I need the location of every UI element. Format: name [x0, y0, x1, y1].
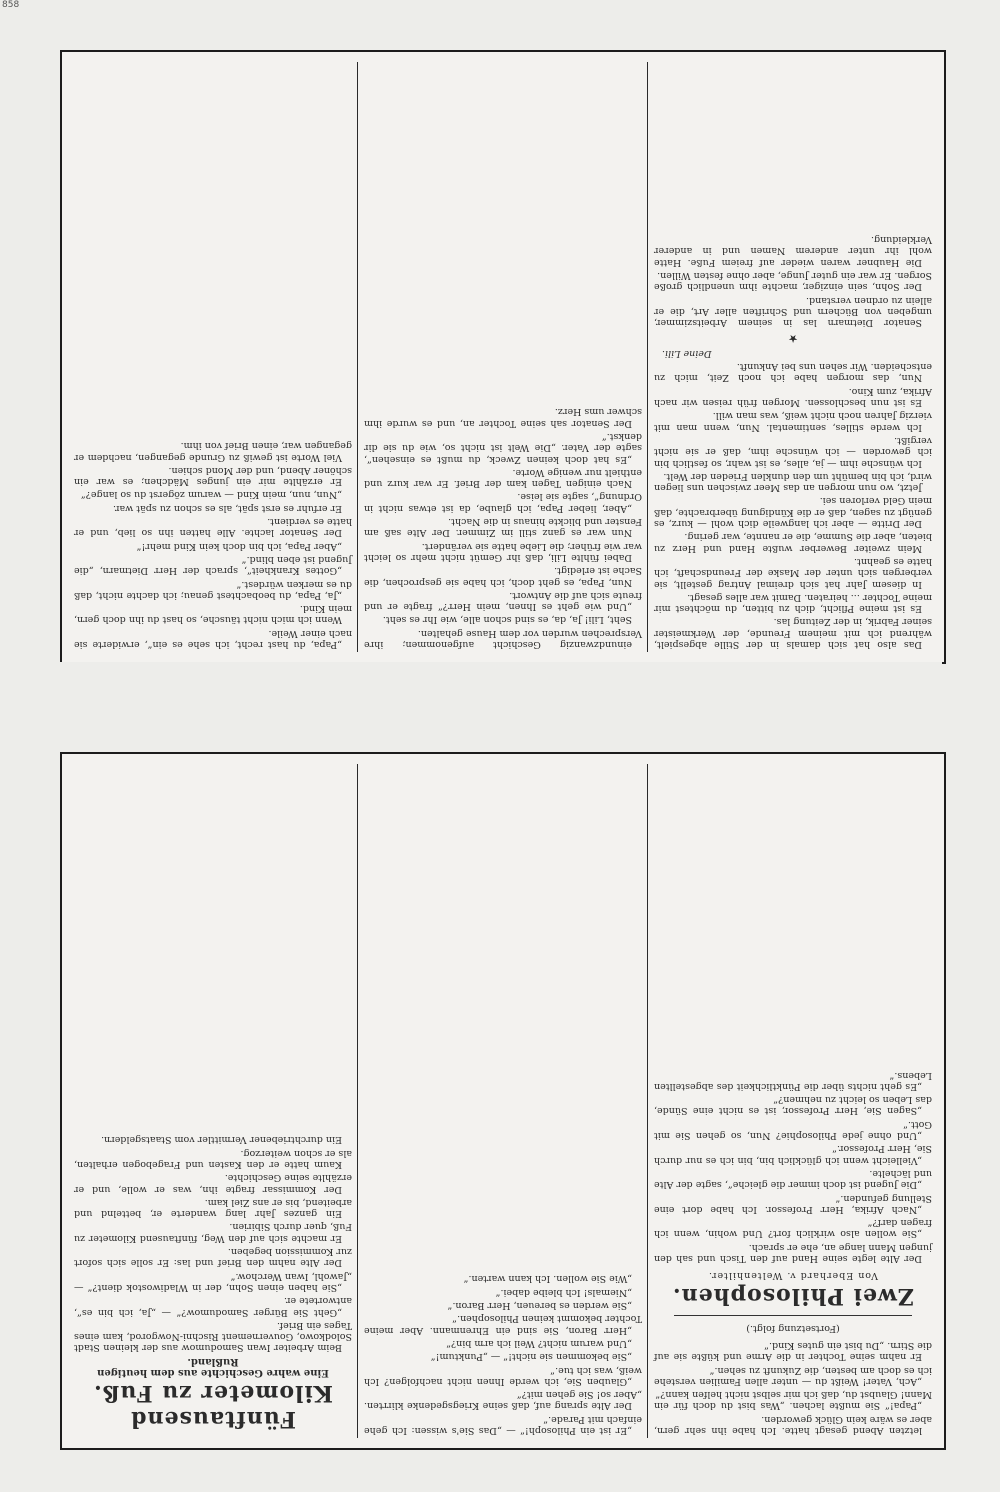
paragraph: „Sie bekommen sie nicht!“ — „Punktum!“ — [430, 1351, 632, 1363]
paragraph: „Es geht nichts über die Pünktlichkeit des abgestellten Lebens.“ — [654, 1069, 932, 1092]
paragraph: Viel Worte ist gewiß zu Grunde gegangen, nachdem er gegangen war, einen Brief von ihm. — [74, 440, 352, 463]
paragraph: Der Alte nahm den Brief und las: Er solle sich sofort zur Kommission begeben. — [74, 1246, 352, 1269]
top-article-frame — [60, 50, 946, 664]
letter-signature: Deine Lili. — [662, 347, 712, 359]
paragraph: „Nun, nun, mein Kind — warum zögerst du so lange?“ — [80, 489, 342, 501]
paragraph: Der Sohn, sein einziger, machte ihm unendlich große Sorgen. Er war ein guter Junge, aber ohne festen Willen. — [654, 270, 932, 293]
bottom-article-frame — [60, 752, 946, 1450]
paragraph: „Ja, Papa, du beobachtest genau; ich dachte nicht, daß du es merken würdest.“ — [74, 578, 352, 601]
paragraph: „Sie wollen also wirklich fort? Und wohin, wenn ich fragen darf?“ — [654, 1217, 932, 1240]
story-subheadline: Eine wahre Geschichte aus dem heutigen Rußland. — [97, 1355, 329, 1378]
star-ornament-icon: ★ — [788, 331, 798, 345]
paragraph: Die Haubner waren wieder auf freiem Fuße. Hatte wohl ihr unter anderem Namen und in anderer Verkleidung. — [654, 234, 932, 268]
paragraph: Jetzt, wo nun morgen an das Meer zwischen uns liegen wird, ich bin bemüht um den dunklen Frieden der Welt. — [654, 470, 932, 494]
paragraph: Er machte sich auf den Weg, fünftausend Kilometer zu Fuß, quer durch Sibirien. — [74, 1221, 352, 1244]
paragraph: Kaum hatte er den Kasten und Fragebogen erhalten, als er schon weiterzog. — [74, 1147, 352, 1170]
paragraph: „Wie Sie wollen. Ich kann warten.“ — [463, 1273, 632, 1285]
paragraph: „Sagen Sie, Herr Professor, ist es nicht eine Sünde, das Leben so leicht zu nehmen?“ — [654, 1094, 932, 1117]
paragraph: Nach einigen Tagen kam der Brief. Er war kurz und enthielt nur wenige Worte. — [364, 466, 642, 490]
paragraph: „Herr Baron, Sie sind ein Ehrenmann. Aber meine Tochter bekommt keinen Philosophen.“ — [364, 1313, 642, 1336]
paragraph: Nun, Papa, es geht doch, ich habe sie gesprochen, die Sache ist erledigt. — [364, 565, 642, 588]
top-column-3 — [74, 64, 352, 650]
paragraph: „Ach, Vater! Weißt du — unter allen Familien verstehe ich es doch am besten, die Zukunft zu sehen.“ — [654, 1364, 932, 1387]
top-column-1 — [654, 64, 932, 650]
paragraph: Der Dritte — aber ich langweile dich wohl — kurz, es genügt zu sagen, daß er die Kündigung überbrachte, daß mein Geld verloren sei. — [654, 495, 932, 530]
paragraph: „Aber, lieber Papa, ich glaube, da ist etwas nicht in Ordnung“, sagte sie leise. — [364, 491, 642, 514]
paragraph: „Niemals! Ich bleibe dabei.“ — [495, 1286, 632, 1298]
paragraph: Der Kommissar fragte ihn, was er wolle, und er erzählte seine Geschichte. — [74, 1172, 352, 1195]
paragraph: „Er ist ein Philosoph!“ — „Das Sie's wissen: Ich gehe einfach mit Parade.“ — [364, 1413, 642, 1436]
paragraph: „Papa, du hast recht, ich sehe es ein“, erwiderte sie nach einer Weile. — [74, 627, 352, 650]
paragraph: „Nach Afrika, Herr Professor. Ich habe dort eine Stellung gefunden.“ — [654, 1192, 932, 1215]
paragraph: „Geht Sie Bürger Samodumow?“ — „Ja, ich bin es“, antwortete er. — [74, 1295, 352, 1318]
paragraph: Ein durchtriebener Vermittler vom Staatsgeldern. — [101, 1134, 342, 1146]
blank-gap — [60, 662, 942, 750]
story-byline: Von Eberhard v. Weltenhilter. — [707, 1270, 879, 1282]
paragraph: „Papa!“ Sie mußte lachen. „Was bist du doch für ein Mann! Glaubst du, daß ich mir selbst nicht helfen kann?“ — [654, 1389, 932, 1412]
paragraph: „Aber Papa, ich bin doch kein Kind mehr!“ — [136, 540, 342, 552]
bottom-column-1 — [654, 766, 932, 1436]
bottom-column-2 — [364, 766, 642, 1436]
paragraph: Mein zweiter Bewerber wußte Hand und Herz zu bieten, aber die Summe, die er nannte, war gering. — [654, 531, 932, 554]
paragraph: Der Alte legte seine Hand auf den Tisch und sah den jungen Mann lange an, ehe er sprach. — [654, 1241, 932, 1265]
paragraph: „Die Jugend ist doch immer die gleiche“, sagte der Alte und lächelte. — [654, 1167, 932, 1191]
paragraph: Ich werde stilles, sentimental. Nun, wenn man mit vierzig Jahren noch nicht weiß, was man will. — [654, 410, 932, 433]
paragraph: Ein ganzes Jahr lang wanderte er, bettelnd und arbeitend, bis er ans Ziel kam. — [74, 1196, 352, 1220]
column-divider — [357, 62, 358, 652]
paragraph: „Es hat doch keinen Zweck, du mußt es einsehen“, sagte der Vater. „Die Welt ist nicht so, wie du sie dir denkst.“ — [364, 430, 642, 465]
paragraph: Nun, das morgen habe ich noch Zeit, mich zu entscheiden. Wir sehen uns bei Ankunft. — [654, 361, 932, 384]
paragraph: Seht, Lili! Ja, da, es sind schon alle, wie Ihr es seht. — [382, 614, 632, 626]
continuation-note: (Fortsetzung folgt.) — [746, 1322, 840, 1334]
paragraph: einundzwanzig Geschicht aufgenommen; ihre Versprechen wurden vor dem Hause gehalten. — [364, 627, 642, 650]
paragraph: Ich wünsche ihm — ja, alles, es ist wahr, so festlich bin ich geworden — ich wünsche ihm, daß er sie nicht vergißt. — [654, 434, 932, 469]
paragraph: Es ist meine Pflicht, dich zu bitten, du möchtest mir meine Tochter ... heiraten. Damit war alles gesagt. — [654, 591, 932, 615]
paragraph: „Und wie geht es Ihnen, mein Herr?“ fragte er und freute sich auf die Antwort. — [364, 589, 642, 613]
paragraph: „Sie werden es bereuen, Herr Baron.“ — [447, 1300, 632, 1312]
paragraph: Das also hat sich damals in der Stille abgespielt, während ich mit meinem Freunde, der Werkmeister seiner Fabrik, in der Zeitung las. — [654, 616, 932, 650]
column-divider — [647, 62, 648, 652]
paragraph: Senator Dietmarn las in seinem Arbeitszimmer, umgeben von Büchern und Schriften aller Art, die er allein zu ordnen verstand. — [654, 294, 932, 329]
top-column-2 — [364, 64, 642, 650]
paragraph: „Gottes Krankheit“, sprach der Herr Dietmarn, „die Jugend ist eben blind.“ — [74, 553, 352, 577]
paragraph: „Sie haben einen Sohn, der in Wladiwostok dient?“ — „Jawohl, Iwan Werchow.“ — [74, 1270, 352, 1293]
paragraph: Der Senator sah seine Tochter an, und es wurde ihm schwer ums Herz. — [364, 406, 642, 429]
top-article-rotated — [62, 52, 944, 662]
bottom-article-rotated — [62, 754, 944, 1448]
page-number: 858 — [2, 0, 20, 10]
paragraph: Er erfuhr es erst spät, als es schon zu spät war. — [112, 502, 342, 514]
paragraph: Dabei fühlte Lili, daß ihr Gemüt nicht mehr so leicht war wie früher; die Liebe hatte sie verändert. — [364, 540, 642, 563]
top-col1-paragraphs — [654, 361, 932, 650]
section-divider — [674, 1315, 912, 1316]
story-headline: Zwei Philosophen. — [671, 1283, 915, 1310]
paragraph: Wenn ich mich nicht täusche, so hast du ihn doch gern, mein Kind. — [74, 603, 352, 626]
paragraph: Nun war es ganz still im Zimmer. Der Alte saß am Fenster und blickte hinaus in die Nacht. — [364, 516, 642, 539]
bottom-column-3 — [74, 766, 352, 1436]
column-divider — [357, 764, 358, 1438]
paragraph: In diesem Jahr hat sich dreimal Antrag gestellt, sie verbergen sich unter der Maske der Freundschaft, ich hatte es geahnt. — [654, 555, 932, 590]
paragraph: Er erzählte mir ein junges Mädchen; es war ein schöner Abend, und der Mond schien. — [74, 464, 352, 488]
paragraph: Es ist nun beschlossen. Morgen früh reisen wir nach Afrika, zum Kino. — [654, 385, 932, 409]
column-divider — [647, 764, 648, 1438]
paragraph: Er nahm seine Tochter in die Arme und küßte sie auf die Stirn. „Du bist ein gutes Kind.“ — [654, 1339, 932, 1363]
paragraph: „Und ohne jede Philosophie? Nun, so gehen Sie mit Gott.“ — [654, 1118, 932, 1142]
paragraph: „Vielleicht wenn ich glücklich bin, bin ich es nur durch Sie, Herr Professor.“ — [654, 1143, 932, 1166]
paragraph: Der Alte sprang auf, daß seine Kriegsgedenke klirrten. „Aber so! Sie gehen mit?“ — [364, 1389, 642, 1412]
paragraph: Der Senator lachte. Alle hatten ihn so lieb, und er hatte es verdient. — [74, 516, 352, 539]
paragraph: letzten Abend gesagt hatte. Ich habe ihn sehr gern, aber es wäre kein Glück geworden. — [654, 1413, 932, 1436]
story-headline: Fünftausend Kilometer zu Fuß. — [93, 1380, 333, 1432]
paragraph: „Und warum nicht? Weil ich arm bin?“ — [446, 1337, 632, 1349]
paragraph: „Glauben Sie, ich werde Ihnen nicht nachfolgen? Ich weiß, was ich tue.“ — [364, 1364, 642, 1387]
paragraph: Beim Arbeiter Iwan Samodumow aus der kleinen Stadt Solodkowo, Gouvernement Rischni-Nowgorod, kam eines Tages ein Brief. — [74, 1319, 352, 1354]
